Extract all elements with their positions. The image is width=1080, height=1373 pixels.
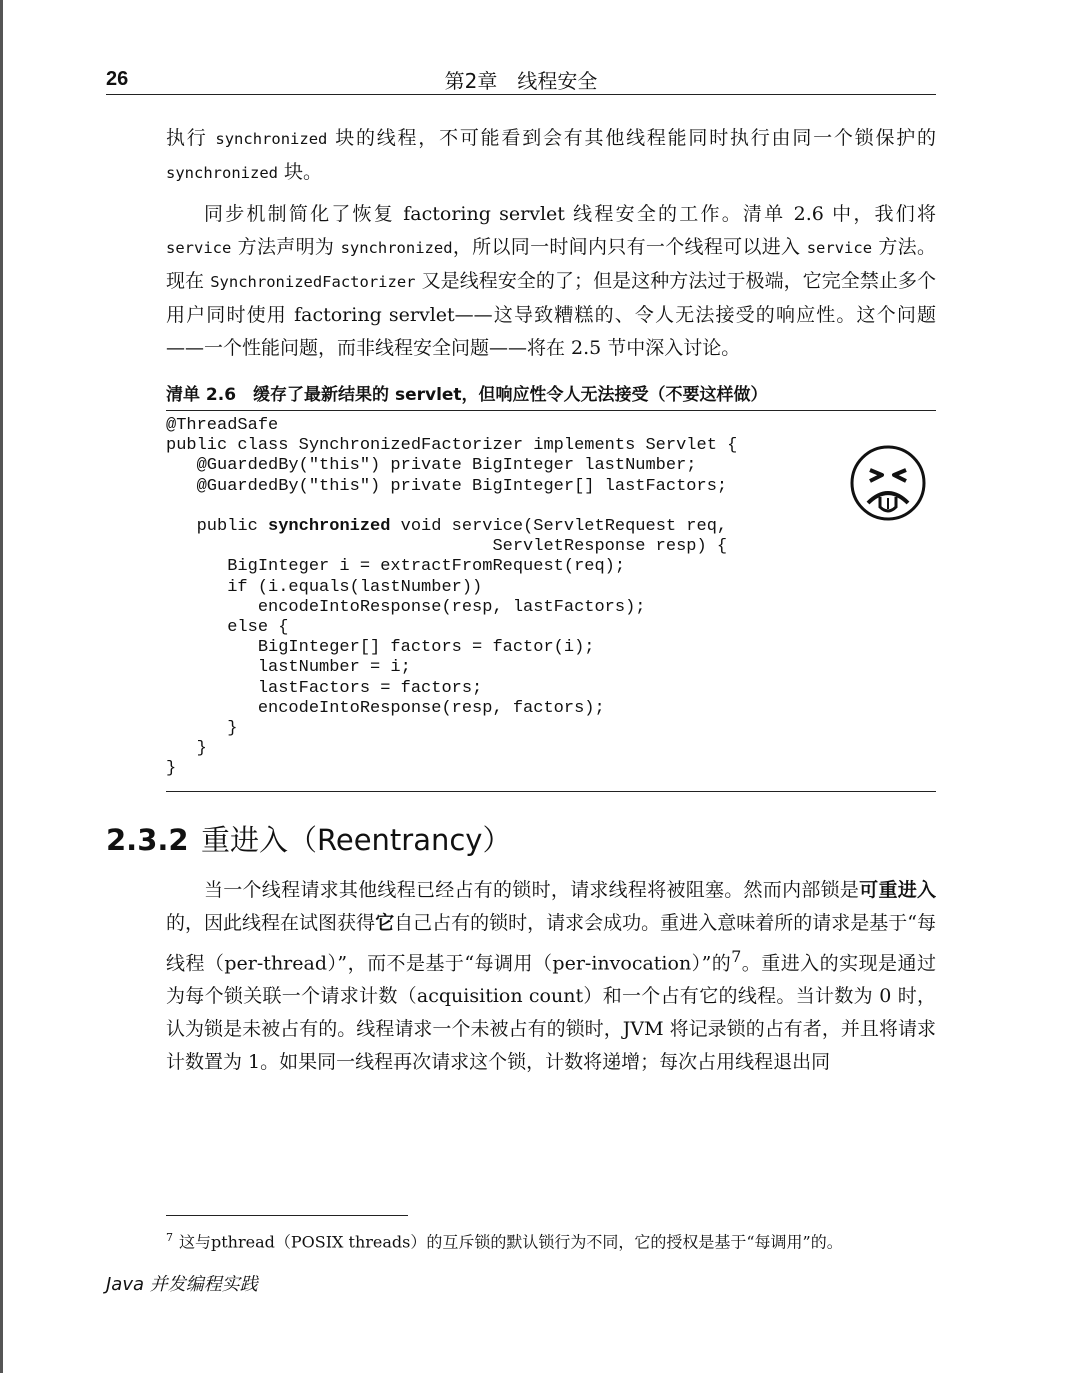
intro-paragraph (166, 122, 936, 190)
footnote-text: 这与pthread（POSIX threads）的互斥锁的默认锁行为不同，它的授权是基于“每调用”的。 (179, 1232, 843, 1252)
section-number: 2.3.2 (106, 823, 189, 857)
para-text: 当一个线程请求其他线程已经占有的锁时，请求线程将被阻塞。然而内部锁是 (204, 879, 860, 901)
para-text: 同步机制简化了恢复 factoring servlet 线程安全的工作。清单 2.6 中，我们将 (204, 203, 936, 225)
para-text: 的，因此线程在试图获得 (166, 912, 376, 934)
para-text: ，所以同一时间内只有一个线程可以进入 (452, 236, 807, 258)
intro-text: 块的线程，不可能看到会有其他线程能同时执行由同一个锁保护的 (327, 127, 937, 149)
inline-code: service (806, 239, 873, 257)
code-text: @ThreadSafe public class SynchronizedFactorizer implements Servlet { @GuardedBy("this") private BigInteger lastNumber; @GuardedBy("this") private BigInteger[] lastFactors; public (166, 416, 738, 537)
footnote-number: 7 (166, 1231, 173, 1244)
footnote-reference: 7 (731, 947, 742, 966)
chapter-title: 第2章 线程安全 (444, 69, 598, 93)
bad-practice-face-icon (848, 443, 928, 523)
listing-divider (166, 791, 936, 792)
listing-title: 清单 2.6 缓存了最新结果的 servlet，但响应性令人无法接受（不要这样做） (166, 380, 936, 411)
para-text: 。重进入的实现是通过为每个锁关联一个请求计数（acquisition count）和一个占有它的线程。当计数为 0 时，认为锁是未被占有的。线程请求一个未被占有的锁时，JVM 将记录锁的占有者，并且将请求计数置为 1。如果同一线程再次请求这个锁，计数将递增；每次占用线程退出同 (166, 952, 936, 1074)
body-paragraph-1 (166, 198, 936, 365)
code-keyword: synchronized (268, 517, 391, 537)
page-header (106, 62, 936, 95)
emphasis-text: 可重进入 (859, 879, 936, 901)
code-text: void service(ServletRequest req, ServletResponse resp) { BigInteger i = extractFromRequest(req); if (i.equals(lastNumber)) encodeIntoResponse(resp, lastFactors); else { BigInteger[] factors = factor(i); lastNumber = i; lastFactors = factors; encodeIntoResponse(resp, factors); } } } (166, 517, 728, 779)
section-heading (106, 818, 511, 859)
para-text: 自己占有的锁时，请求会成功。重进入意味着所的请求是基于“每线程（per-thread）”，而不是基于“每调用（per-invocation）”的 (166, 912, 936, 975)
para-text: 方法。现在 (166, 236, 936, 292)
book-title: Java 并发编程实践 (106, 1274, 258, 1295)
intro-text: 块。 (277, 161, 323, 183)
inline-code: synchronized (166, 164, 278, 182)
para-text: 方法声明为 (231, 236, 341, 258)
code-listing (166, 416, 826, 780)
inline-code: SynchronizedFactorizer (210, 273, 416, 291)
page-number: 26 (106, 68, 129, 90)
intro-text: 执行 (166, 127, 216, 149)
inline-code: synchronized (215, 130, 328, 148)
emphasis-text: 它 (375, 912, 395, 934)
para-text: 又是线程安全的了；但是这种方法过于极端，它完全禁止多个用户同时使用 factoring servlet——这导致糟糕的、令人无法接受的响应性。这个问题——一个性能问题，而非线程安全问题——将在 2.5 节中深入讨论。 (166, 270, 936, 359)
footnote (166, 1226, 936, 1254)
section-title: 重进入（Reentrancy） (201, 823, 512, 857)
page-edge (0, 0, 3, 1373)
body-paragraph-2 (166, 874, 936, 1079)
inline-code: service (166, 239, 232, 257)
inline-code: synchronized (340, 239, 453, 257)
footnote-divider (166, 1215, 408, 1216)
